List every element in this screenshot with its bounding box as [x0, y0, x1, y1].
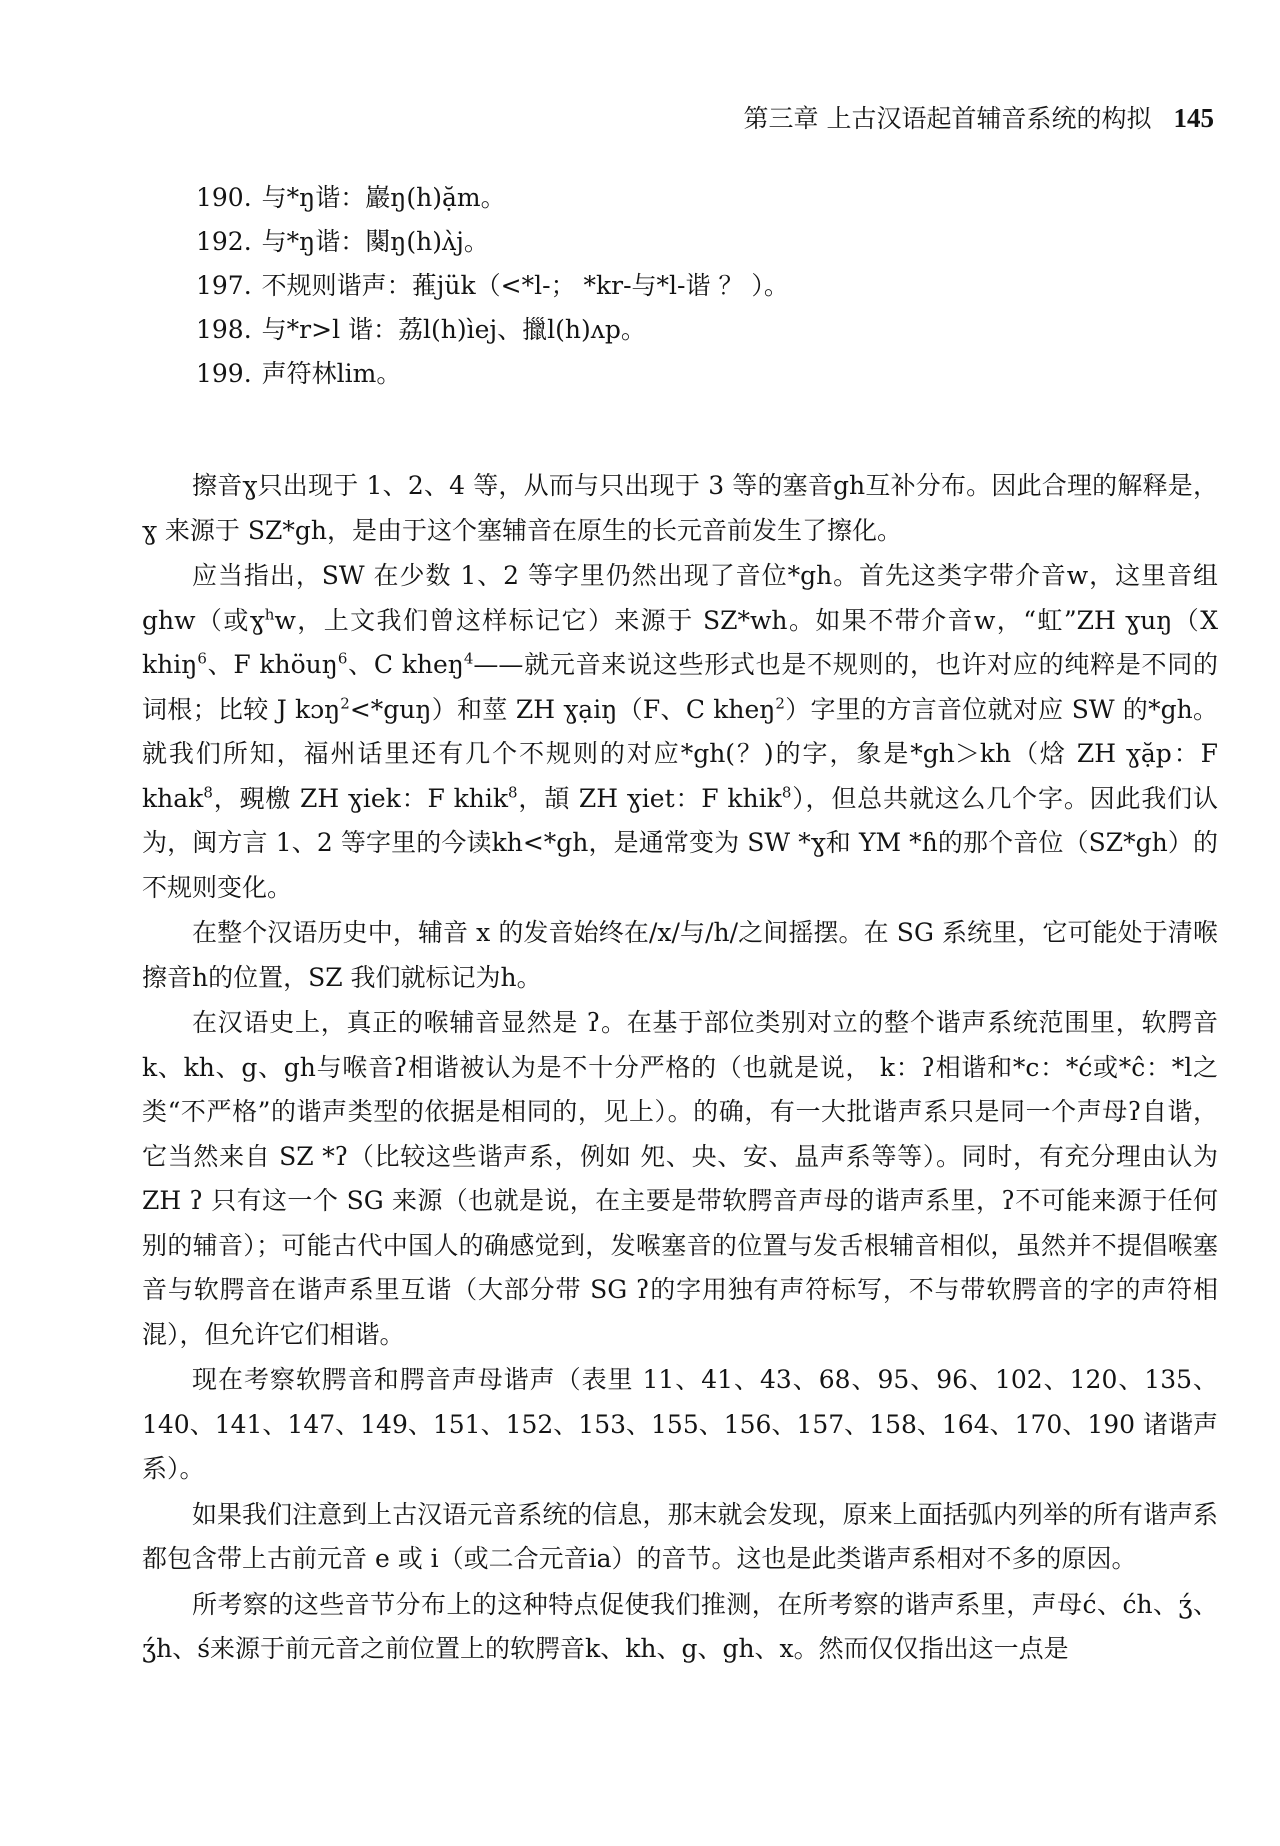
paragraph [142, 464, 1218, 553]
phonetic-series-list [196, 176, 1196, 396]
paragraph [142, 1358, 1218, 1492]
text-run: <*guŋ）和莖 ZH ɣạiŋ（F、C kheŋ [349, 694, 776, 724]
superscript: 2 [775, 694, 785, 713]
entry-text: 声符林lim。 [261, 359, 402, 388]
text-run: 应当指出，SW 在少数 1、2 等字里仍然出现了音位*gh。首先这类字带介音w，这里音组ghw（或ɣ [142, 561, 1218, 635]
paragraph [142, 911, 1218, 1000]
entry-text: 与*ŋ谐：巖ŋ(h)ặm。 [261, 183, 506, 212]
page-number: 145 [1173, 103, 1214, 133]
list-item [196, 308, 1196, 352]
text-run: 现在考察软腭音和腭音声母谐声（表里 11、41、43、68、95、96、102、120、135、140、141、147、149、151、152、153、155、156、157、158、164、170、190 诸谐声系）。 [142, 1365, 1218, 1483]
entry-number: 192. [196, 227, 252, 256]
text-run: ——就元音来说这些形式也是不规则的，也许对应的纯粹是不同的词根；比较 J kɔŋ [142, 650, 1218, 724]
text-run: 、C kheŋ [347, 650, 464, 679]
entry-number: 198. [196, 315, 252, 344]
list-item [196, 176, 1196, 220]
text-run: w，上文我们曾这样标记它）来源于 SZ*wh。如果不带介音w，“虹”ZH ɣuŋ（X khiŋ [142, 605, 1218, 679]
list-item [196, 220, 1196, 264]
paragraph [142, 1583, 1218, 1672]
superscript: 6 [197, 649, 207, 668]
text-run: 在整个汉语历史中，辅音 x 的发音始终在/x/与/h/之间摇摆。在 SG 系统里，它可能处于清喉擦音h的位置，SZ 我们就标记为h。 [142, 918, 1218, 992]
entry-text: 与*ŋ谐：闋ŋ(h)ʌ̀j。 [261, 227, 489, 256]
body-text [142, 464, 1218, 1673]
running-head [744, 100, 1214, 137]
superscript: 8 [508, 783, 518, 802]
entry-text: 与*r>l 谐：荔l(h)ìej、擸l(h)ʌp。 [261, 315, 646, 344]
text-run: 、F khöuŋ [206, 650, 338, 679]
text-run: ）字里的方言音位就对应 SW 的*gh。就我们所知，福州话里还有几个不规则的对应*gh(？)的字，象是*gh＞kh（焓 ZH ɣặp：F khak [142, 694, 1218, 813]
entry-number: 197. [196, 271, 252, 300]
list-item [196, 352, 1196, 396]
paragraph [142, 554, 1218, 910]
text-run: 如果我们注意到上古汉语元音系统的信息，那末就会发现，原来上面括弧内列举的所有谐声系都包含带上古前元音 e 或 i（或二合元音ia）的音节。这也是此类谐声系相对不多的原因。 [142, 1499, 1218, 1573]
text-run: 在汉语史上，真正的喉辅音显然是 ʔ。在基于部位类别对立的整个谐声系统范围里，软腭音k、kh、g、gh与喉音ʔ相谐被认为是不十分严格的（也就是说， k：ʔ相谐和*c：*ć或*ĉ：*l之类“不严格”的谐声类型的依据是相同的，见上）。的确，有一大批谐声系只是同一个声母ʔ自谐，它当然来自 SZ *ʔ（比较这些谐声系，例如 夗、央、安、昷声系等等）。同时，有充分理由认为 ZH ʔ 只有这一个 SG 来源（也就是说，在主要是带软腭音声母的谐声系里，ʔ不可能来源于任何别的辅音）；可能古代中国人的确感觉到，发喉塞音的位置与发舌根辅音相似，虽然并不提倡喉塞音与软腭音在谐声系里互谐（大部分带 SG ʔ的字用独有声符标写，不与带软腭音的字的声符相混），但允许它们相谐。 [142, 1008, 1218, 1349]
text-run: ，覡檄 ZH ɣiek：F khik [212, 783, 509, 813]
text-run: ，頡 ZH ɣiet：F khik [517, 783, 782, 813]
paragraph [142, 1493, 1218, 1582]
superscript: 4 [463, 649, 474, 668]
entry-number: 190. [196, 183, 252, 212]
entry-text: 不规则谐声：蓷jük（<*l-； *kr-与*l-谐 ？ ）。 [261, 271, 789, 300]
superscript: 8 [203, 783, 213, 802]
chapter-title: 第三章 上古汉语起首辅音系统的构拟 [743, 104, 1152, 133]
superscript: h [264, 605, 275, 624]
entry-number: 199. [196, 359, 252, 388]
superscript: 8 [781, 783, 792, 802]
superscript: 6 [337, 649, 348, 668]
superscript: 2 [340, 694, 350, 713]
list-item [196, 264, 1196, 308]
text-run: 擦音ɣ只出现于 1、2、4 等，从而与只出现于 3 等的塞音gh互补分布。因此合理的解释是，ɣ 来源于 SZ*gh，是由于这个塞辅音在原生的长元音前发生了擦化。 [142, 471, 1218, 545]
text-run: 所考察的这些音节分布上的这种特点促使我们推测，在所考察的谐声系里，声母ć、ćh、ʒ́、ʒ́h、ś来源于前元音之前位置上的软腭音k、kh、g、gh、x。然而仅仅指出这一点是 [142, 1589, 1218, 1663]
text-run: ），但总共就这么几个字。因此我们认为，闽方言 1、2 等字里的今读kh<*gh，是通常变为 SW *ɣ和 YM *ɦ的那个音位（SZ*gh）的不规则变化。 [142, 783, 1219, 902]
paragraph [142, 1001, 1218, 1357]
